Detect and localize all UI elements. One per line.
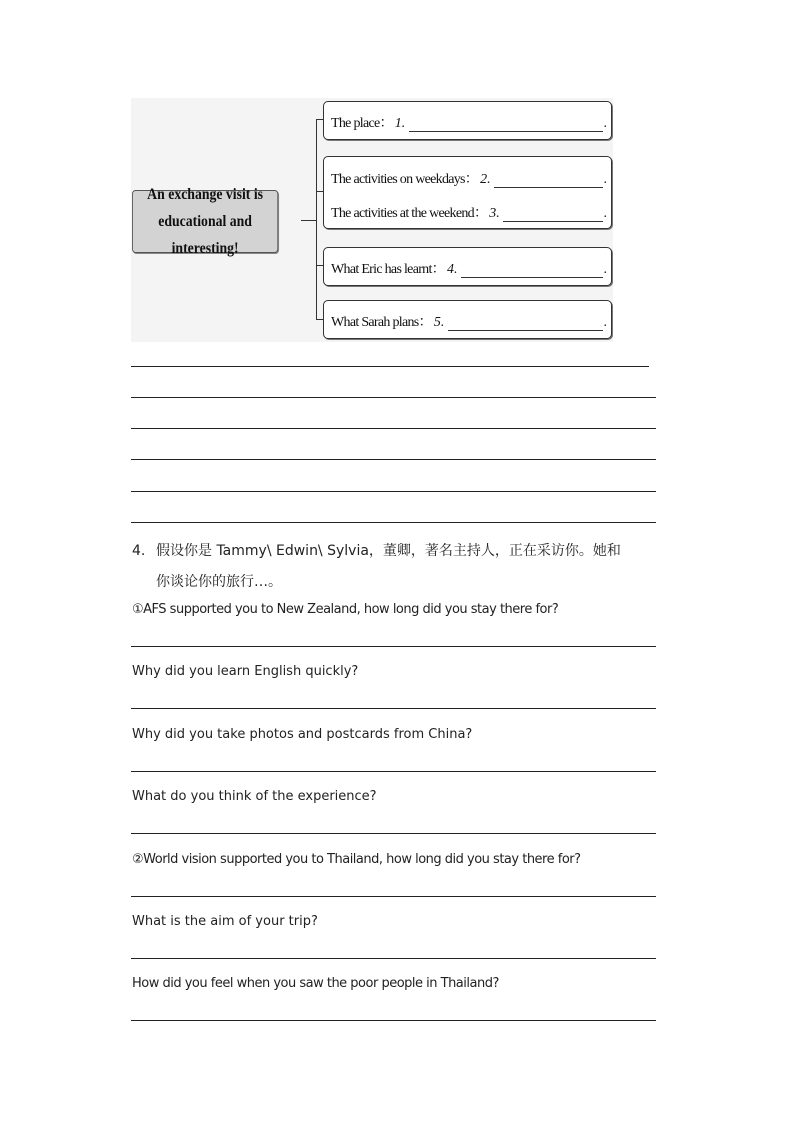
answer-line[interactable] [131,958,656,959]
answer-blank-5[interactable] [448,316,603,331]
period: . [603,172,607,187]
branch-label: The place： [331,116,393,131]
period: . [603,315,607,330]
answer-line[interactable] [131,771,656,772]
branch-box-eric [323,247,612,286]
blank-number: 4. [446,262,458,277]
interview-question: Why did you learn English quickly? [132,664,359,679]
answer-blank-4[interactable] [461,263,603,278]
interview-question: Why did you take photos and postcards from China? [132,727,473,742]
blank-number: 1. [394,116,406,131]
question-number: 4. [132,543,146,559]
answer-blank-1[interactable] [409,117,603,132]
writing-line[interactable] [131,428,656,429]
prompt-line-1: 假设你是 Tammy\ Edwin\ Sylvia，董卿，著名主持人，正在采访你。她和 [156,543,621,559]
branch-label: What Sarah plans： [331,315,432,330]
blank-number: 2. [480,172,491,187]
writing-line[interactable] [131,491,656,492]
writing-line[interactable] [131,459,656,460]
interview-question: ②World vision supported you to Thailand, how long did you stay there for? [132,852,581,867]
prompt-line-2: 你谈论你的旅行…。 [156,574,282,590]
question-4-prompt [132,536,662,598]
interview-question: How did you feel when you saw the poor people in Thailand? [132,976,499,991]
answer-line[interactable] [131,896,656,897]
answer-line[interactable] [131,833,656,834]
period: . [603,206,607,221]
answer-blank-3[interactable] [503,207,602,222]
blank-number: 3. [489,206,500,221]
interview-question: What is the aim of your trip? [132,914,318,929]
period: . [603,116,607,131]
branch-label: The activities at the weekend： [331,206,488,221]
branch-box-place [323,101,612,140]
writing-line[interactable] [131,366,649,367]
central-topic-box [132,186,278,257]
answer-line[interactable] [131,708,656,709]
connector-horizontal [301,220,317,221]
central-title-line2: educational and interesting! [158,213,252,257]
central-title-line1: An exchange visit is [147,186,264,203]
interview-question: ①AFS supported you to New Zealand, how long did you stay there for? [132,602,559,617]
branch-label: What Eric has learnt： [331,262,445,277]
answer-line[interactable] [131,1020,656,1021]
branch-box-sarah [323,300,612,339]
blank-number: 5. [433,315,445,330]
interview-question: What do you think of the experience? [132,789,377,804]
connector-vertical [316,119,317,319]
answer-blank-2[interactable] [494,173,602,188]
writing-line[interactable] [131,522,656,523]
branch-box-activities [323,156,612,229]
writing-line[interactable] [131,397,656,398]
branch-label: The activities on weekdays： [331,172,479,187]
answer-line[interactable] [131,646,656,647]
period: . [603,262,607,277]
